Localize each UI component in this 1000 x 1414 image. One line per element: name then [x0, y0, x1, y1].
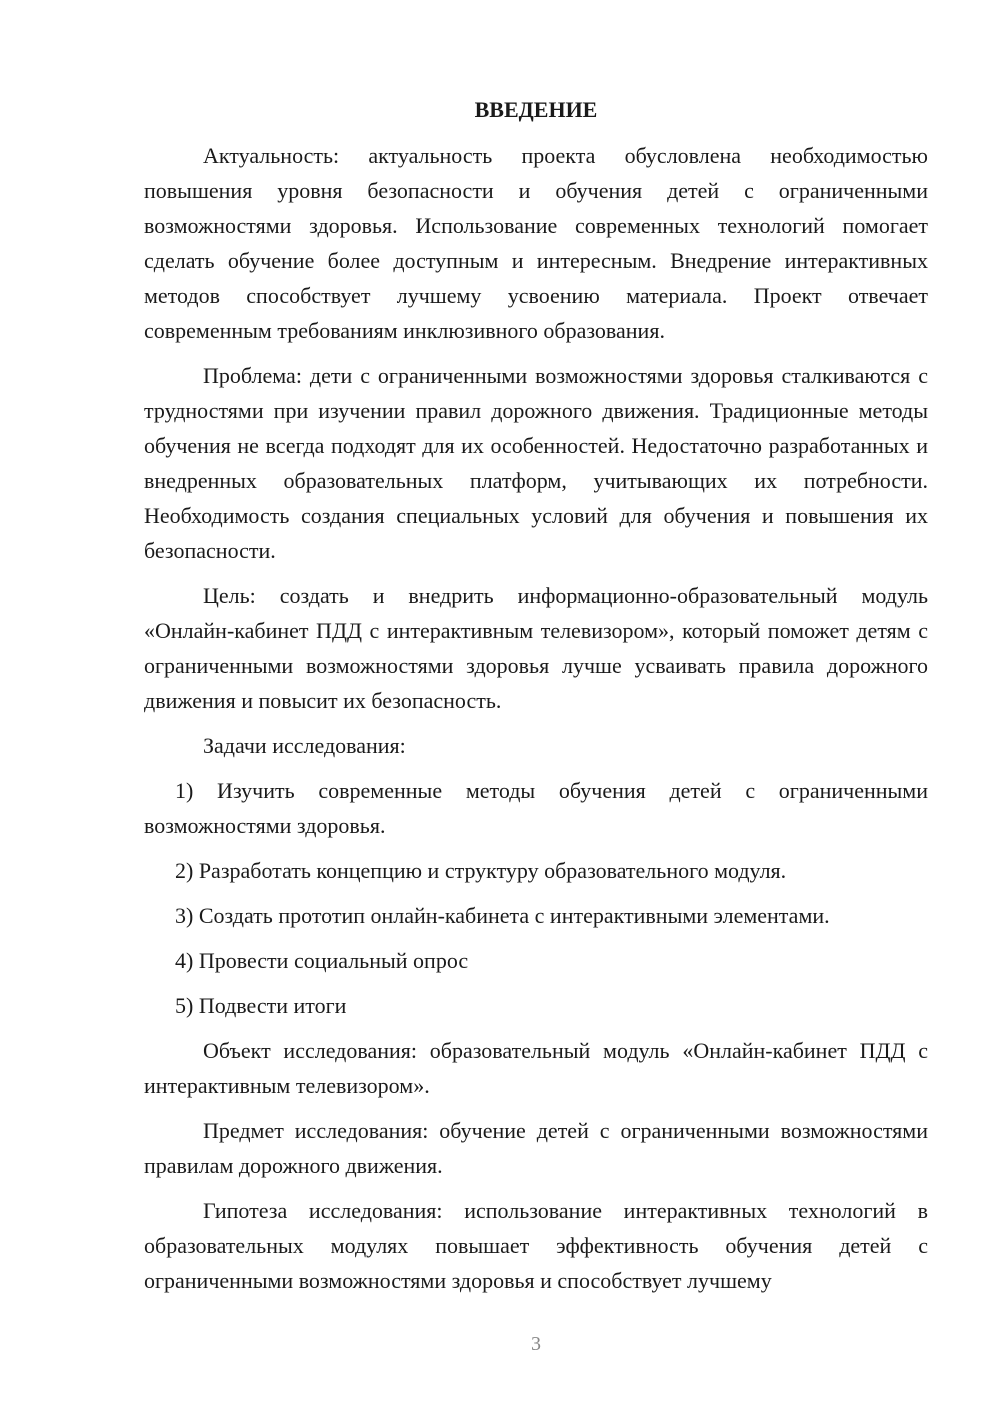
tasks-title: Задачи исследования:: [203, 733, 406, 758]
task-item-5: 5) Подвести итоги: [175, 993, 347, 1018]
page-number: 3: [531, 1333, 541, 1355]
paragraph-goal: Цель: создать и внедрить информационно-образовательный модуль «Онлайн-кабинет ПДД с интерактивным телевизором», который поможет детям с ограниченными возможностями здоровья лучше усваивать правила дорожного движения и повысит их безопасность.: [144, 583, 928, 713]
task-item-3: 3) Создать прототип онлайн-кабинета с интерактивными элементами.: [175, 903, 830, 928]
page-content: [144, 95, 928, 1308]
task-item-1: 1) Изучить современные методы обучения детей с ограниченными возможностями здоровья.: [144, 778, 928, 838]
task-item-4: 4) Провести социальный опрос: [175, 948, 469, 973]
task-item-2: 2) Разработать концепцию и структуру образовательного модуля.: [175, 858, 787, 883]
paragraph-problem: Проблема: дети с ограниченными возможностями здоровья сталкиваются с трудностями при изучении правил дорожного движения. Традиционные методы обучения не всегда подходят для их особенностей. Недостаточно разработанных и внедренных образовательных платформ, учитывающих их потребности. Необходимость создания специальных условий для обучения и повышения их безопасности.: [144, 363, 928, 563]
paragraph-object: Объект исследования: образовательный модуль «Онлайн-кабинет ПДД с интерактивным телевизором».: [144, 1038, 928, 1098]
paragraph-relevance: Актуальность: актуальность проекта обусловлена необходимостью повышения уровня безопасности и обучения детей с ограниченными возможностями здоровья. Использование современных технологий помогает сделать обучение более доступным и интересным. Внедрение интерактивных методов способствует лучшему усвоению материала. Проект отвечает современным требованиям инклюзивного образования.: [144, 143, 928, 343]
paragraph-hypothesis: Гипотеза исследования: использование интерактивных технологий в образовательных модулях повышает эффективность обучения детей с ограниченными возможностями здоровья и способствует лучшему: [144, 1198, 928, 1293]
paragraph-subject: Предмет исследования: обучение детей с ограниченными возможностями правилам дорожного движения.: [144, 1118, 928, 1178]
section-heading: ВВЕДЕНИЕ: [474, 97, 598, 122]
